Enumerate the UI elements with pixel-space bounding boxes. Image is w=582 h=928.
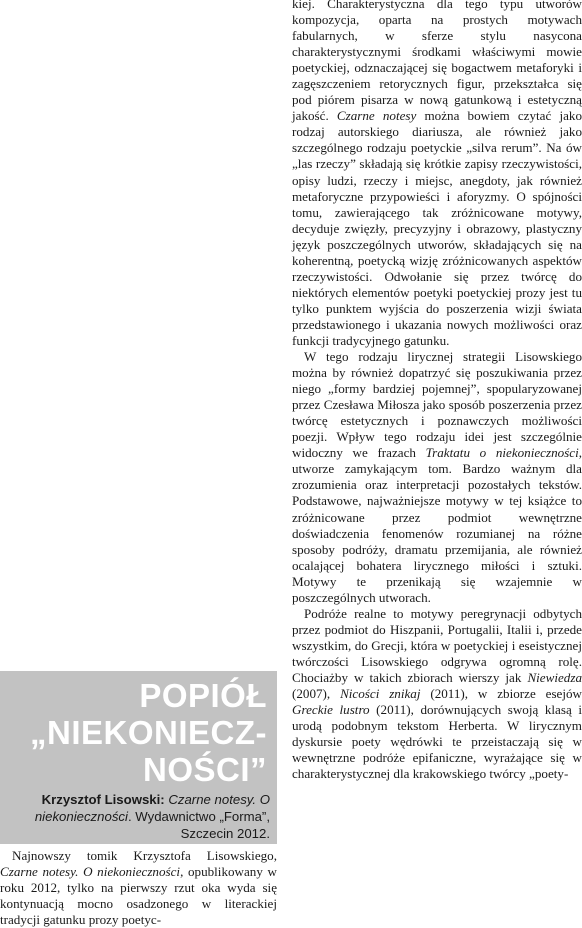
paragraph	[292, 349, 582, 606]
paragraph	[0, 848, 277, 928]
book-title-italic: Czarne notesy	[336, 108, 417, 124]
article-left-column	[0, 848, 277, 928]
book-title-italic: Nicości znikaj	[340, 686, 421, 702]
text-run: Najnowszy tomik Krzysztofa Lisowskiego,	[12, 848, 277, 863]
book-publisher: . Wydawnictwo „Forma”, Szczecin 2012.	[127, 809, 270, 841]
book-title-italic: Greckie lustro	[292, 702, 370, 718]
title-line: POPIÓŁ	[139, 677, 267, 714]
book-title-italic: Niewiedza	[527, 669, 582, 685]
text-run: , utworze zamykającym tom. Bardzo ważnym dla zrozumienia oraz interpretacji pozostałych tekstów. Podstawowe, najważniejsze motywy w tej książce to zróżnicowane przez podmiot wewnętrzne doświadczenia fenomenów rozumianej na różne sposoby podróży, dramatu przemijania, ale również ocalającej bohatera lirycznego miłości i sztuki. Motywy te przenikają się wzajemnie w poszczególnych utworach.	[292, 445, 582, 605]
text-run: kiej. Charakterystyczna dla tego typu utworów kompozycja, oparta na prostych motywach fabularnych, w sferze stylu nasycona charakterystycznymi środkami właściwymi mowie poetyckiej, odznaczającej się bogactwem metaforyki i zagęszczeniem retorycznych figur, przekształca się pod piórem pisarza w nową gatunkową i estetyczną jakość.	[292, 0, 582, 124]
article-title	[30, 677, 267, 788]
text-run: (2011), dorównujących swoją klasą i urodą podobnym tekstom Herberta. W lirycznym dyskursie poety wędrówki te przeistaczają się w wewnętrzne podróże epifaniczne, wyrażające się w charakterystycznej dla krakowskiego twórcy „poety-	[292, 702, 582, 782]
paragraph	[292, 0, 582, 349]
text-run: można bowiem czytać jako rodzaj autorskiego diariusza, ale również jako szczególnego rodzaju poetyckie „silva rerum”. Na ów „las rzeczy” składają się krótkie zapisy rzeczywistości, opisy ludzi, rzeczy i miejsc, anegdoty, jak również metaforyczne przypowieści i aforyzmy. O spójności tomu, zawierającego tak zróżnicowane motywy, decyduje zwięzły, precyzyjny i obrazowy, plastyczny język poszczególnych utworów, składających się na koherentną, poetycką wizję zróżnicowanych aspektów rzeczywistości. Odwołanie się przez twórcę do niektórych elementów poetyki poetyckiej prozy jest tu tylko punktem wyjścia do poszerzenia wizji świata przedstawionego i ukazania nowych możliwości oraz funkcji tradycyjnego gatunku.	[292, 108, 582, 348]
book-title-italic: Traktatu o niekonieczności	[425, 445, 579, 461]
book-info	[6, 791, 270, 842]
text-run: (2007),	[292, 686, 341, 702]
text-run: W tego rodzaju lirycznej strategii Lisowskiego można by również dopatrzyć się poszukiwania przez niego „formy bardziej pojemnej”, spopularyzowanej przez Czesława Miłosza jako sposób poszerzenia przez twórcę estetycznych i poznawczych możliwości poezji. Wpływ tego rodzaju idei jest szczególnie widoczny we frazach	[292, 349, 582, 461]
review-header-box	[0, 671, 277, 844]
title-line: NOŚCI”	[142, 751, 267, 788]
book-title-italic: Czarne notesy. O niekonieczności	[0, 864, 181, 879]
book-author: Krzysztof Lisowski:	[41, 792, 165, 807]
text-run: Podróże realne to motywy peregrynacji odbytych przez podmiot do Hiszpanii, Portugalii, Italii i, przede wszystkim, do Grecji, która w poetyckiej i eseistycznej twórczości Lisowskiego odgrywa ogromną rolę. Chociażby w takich zbiorach wierszy jak	[292, 605, 582, 685]
book-title: Czarne notesy. O niekonieczności	[34, 792, 270, 824]
text-run: (2011), w zbiorze esejów	[420, 686, 582, 702]
article-right-column	[292, 0, 582, 782]
paragraph	[292, 606, 582, 783]
title-line: „NIEKONIECZ-	[30, 714, 267, 751]
text-run: , opublikowany w roku 2012, tylko na pierwszy rzut oka wyda się kontynuacją mocno osadzonego w literackiej tradycji gatunku prozy poetyc-	[0, 864, 277, 927]
